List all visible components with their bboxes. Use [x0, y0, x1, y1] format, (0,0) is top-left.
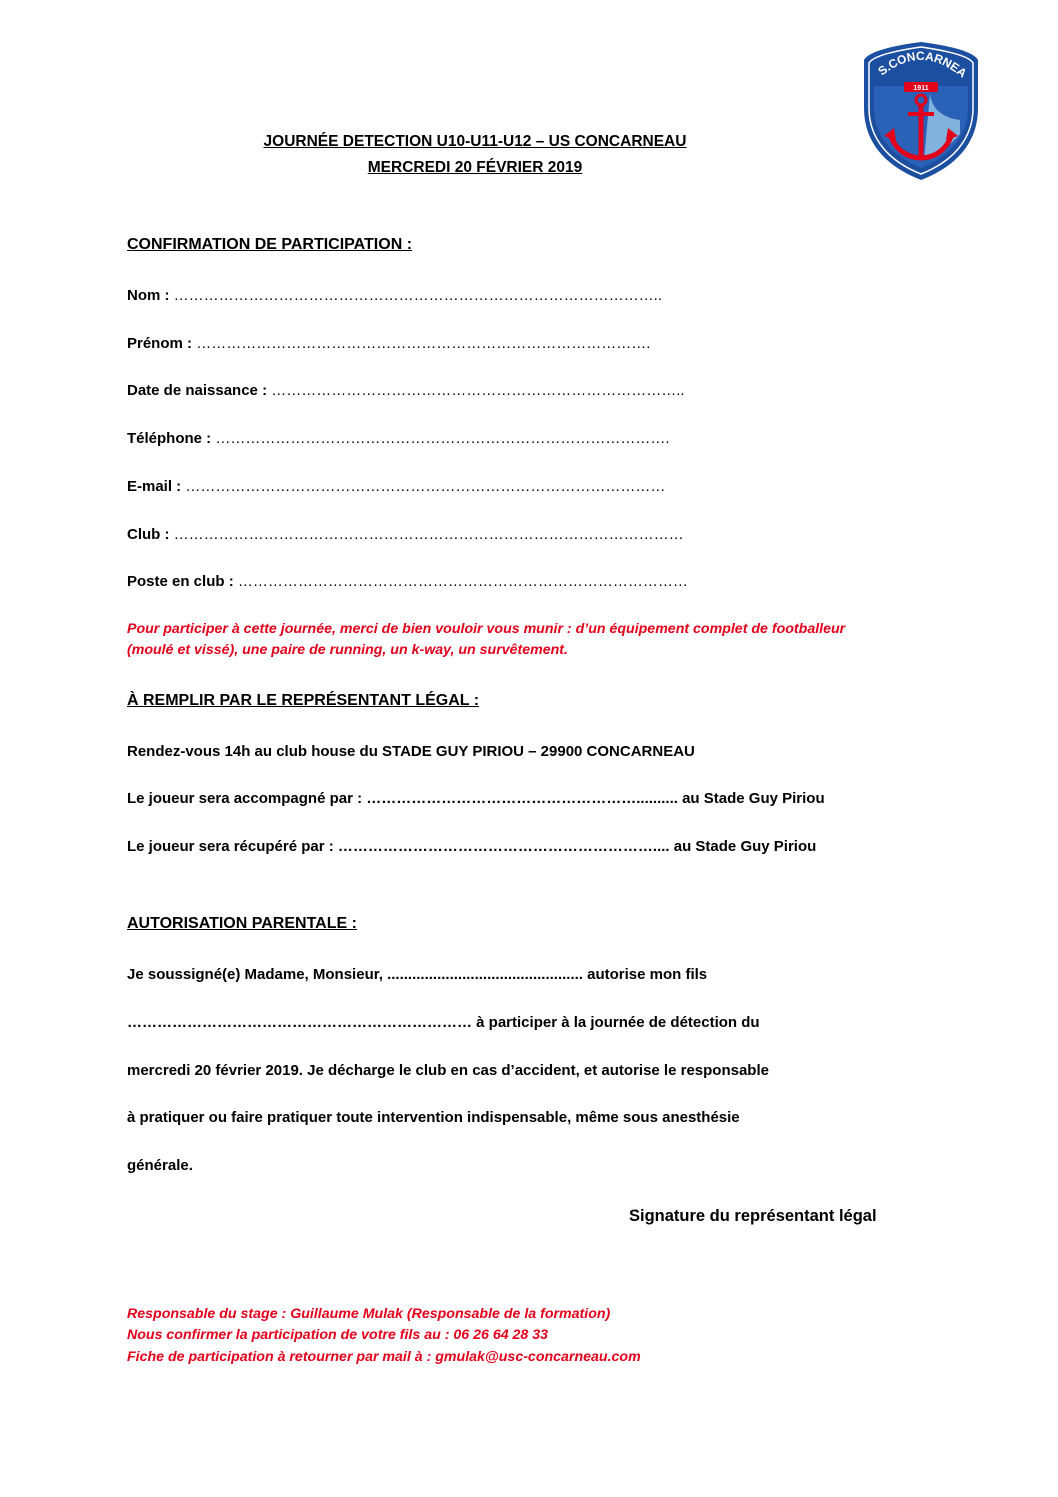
field-dots: ………………………………………………………………………………. [196, 335, 651, 352]
logo-text: S.CONCARNEA [875, 48, 970, 81]
authorization-line-2: …………………………………………………………… à participer à la journée de détection du [127, 1014, 760, 1031]
field-dots: …………………………………………………………………………………….. [173, 287, 663, 304]
accompanied-by-text: Le joueur sera accompagné par : ……………………………………………….......... au Stade Guy Piriou [127, 790, 825, 807]
collected-by-text: Le joueur sera récupéré par : ……………………………………………………….... au Stade Guy Piriou [127, 838, 817, 855]
field-email [127, 478, 665, 495]
legal-heading: À REMPLIR PAR LE REPRÉSENTANT LÉGAL : [127, 692, 480, 709]
club-logo [860, 38, 982, 184]
confirmation-heading: CONFIRMATION DE PARTICIPATION : [127, 236, 413, 253]
field-label: Date de naissance : [127, 382, 272, 399]
field-poste [127, 573, 688, 590]
logo-year: 1911 [913, 85, 929, 92]
field-nom [127, 287, 662, 304]
shield-icon [860, 38, 982, 184]
field-label: Club : [127, 526, 174, 543]
title-line-1: JOURNÉE DETECTION U10-U11-U12 – US CONCARNEAU [263, 133, 687, 150]
field-label: Prénom : [127, 335, 197, 352]
footer-line-3: Fiche de participation à retourner par mail à : gmulak@usc-concarneau.com [127, 1349, 641, 1365]
footer-line-2: Nous confirmer la participation de votre fils au : 06 26 64 28 33 [127, 1327, 549, 1343]
field-dots: …………………………………………………………………………………… [185, 478, 666, 495]
equipment-note-line-2: (moulé et vissé), une paire de running, un k-way, un survêtement. [127, 642, 568, 658]
authorization-line-1: Je soussigné(e) Madame, Monsieur, ............................................... autorise mon fils [127, 966, 708, 983]
field-prenom [127, 335, 650, 352]
field-dots: ………………………………………………………………………………………… [173, 526, 684, 543]
field-dots: ……………………………………………………………………………… [237, 573, 688, 590]
title-line-2: MERCREDI 20 FÉVRIER 2019 [367, 159, 583, 176]
field-dots: ………………………………………………………………………………. [215, 430, 670, 447]
footer-line-1: Responsable du stage : Guillaume Mulak (Responsable de la formation) [127, 1306, 611, 1322]
authorization-line-5: générale. [127, 1157, 193, 1174]
rendezvous-text: Rendez-vous 14h au club house du STADE GUY PIRIOU – 29900 CONCARNEAU [127, 743, 695, 760]
field-telephone [127, 430, 670, 447]
field-label: Poste en club : [127, 573, 238, 590]
field-date-naissance [127, 382, 685, 399]
field-label: E-mail : [127, 478, 186, 495]
authorization-line-4: à pratiquer ou faire pratiquer toute intervention indispensable, même sous anesthésie [127, 1109, 740, 1126]
field-club [127, 526, 684, 543]
signature-label: Signature du représentant légal [629, 1207, 877, 1225]
authorization-heading: AUTORISATION PARENTALE : [127, 915, 357, 932]
field-label: Téléphone : [127, 430, 216, 447]
authorization-line-3: mercredi 20 février 2019. Je décharge le club en cas d’accident, et autorise le responsable [127, 1062, 769, 1079]
equipment-note-line-1: Pour participer à cette journée, merci de bien vouloir vous munir : d’un équipement complet de footballeur [127, 621, 846, 637]
field-dots: ……………………………………………………………………….. [271, 382, 685, 399]
field-label: Nom : [127, 287, 174, 304]
